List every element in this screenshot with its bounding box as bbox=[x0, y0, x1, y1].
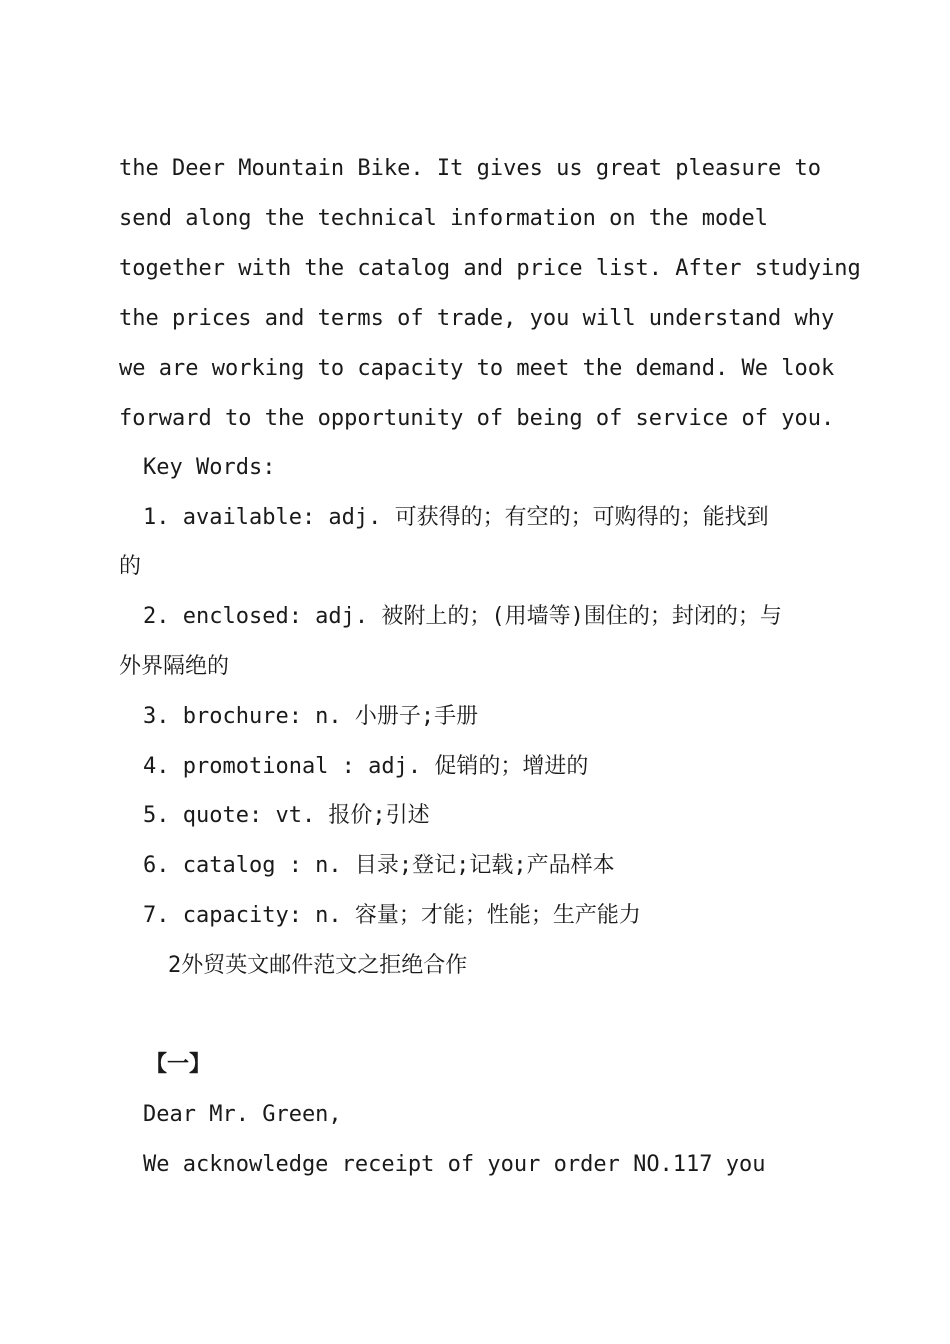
section-marker: 【一】 bbox=[145, 1052, 212, 1077]
key-word-item: 5. quote: vt. 报价;引述 bbox=[143, 803, 430, 828]
key-word-item: 2. enclosed: adj. 被附上的；(用墙等)围住的；封闭的；与 bbox=[143, 604, 782, 629]
key-words-heading: Key Words: bbox=[143, 455, 276, 480]
paragraph-line: forward to the opportunity of being of service of you. bbox=[119, 406, 835, 431]
letter-salutation: Dear Mr. Green, bbox=[143, 1102, 342, 1127]
key-word-item: 3. brochure: n. 小册子;手册 bbox=[143, 704, 479, 729]
section-title: 2外贸英文邮件范文之拒绝合作 bbox=[168, 953, 468, 978]
key-word-item: 1. available: adj. 可获得的；有空的；可购得的；能找到 bbox=[143, 505, 769, 530]
paragraph-line: we are working to capacity to meet the demand. We look bbox=[119, 356, 835, 381]
key-word-item: 6. catalog : n. 目录;登记;记载;产品样本 bbox=[143, 853, 615, 878]
key-word-item-continuation: 的 bbox=[119, 554, 142, 579]
key-word-item: 4. promotional : adj. 促销的；增进的 bbox=[143, 754, 589, 779]
paragraph-line: together with the catalog and price list. After studying bbox=[119, 256, 861, 281]
paragraph-line: the Deer Mountain Bike. It gives us great pleasure to bbox=[119, 156, 821, 181]
key-word-item: 7. capacity: n. 容量；才能；性能；生产能力 bbox=[143, 903, 641, 928]
letter-body-line: We acknowledge receipt of your order NO.117 you bbox=[143, 1152, 766, 1177]
paragraph-line: send along the technical information on the model bbox=[119, 206, 769, 231]
key-word-item-continuation: 外界隔绝的 bbox=[119, 654, 230, 679]
paragraph-line: the prices and terms of trade, you will understand why bbox=[119, 306, 835, 331]
